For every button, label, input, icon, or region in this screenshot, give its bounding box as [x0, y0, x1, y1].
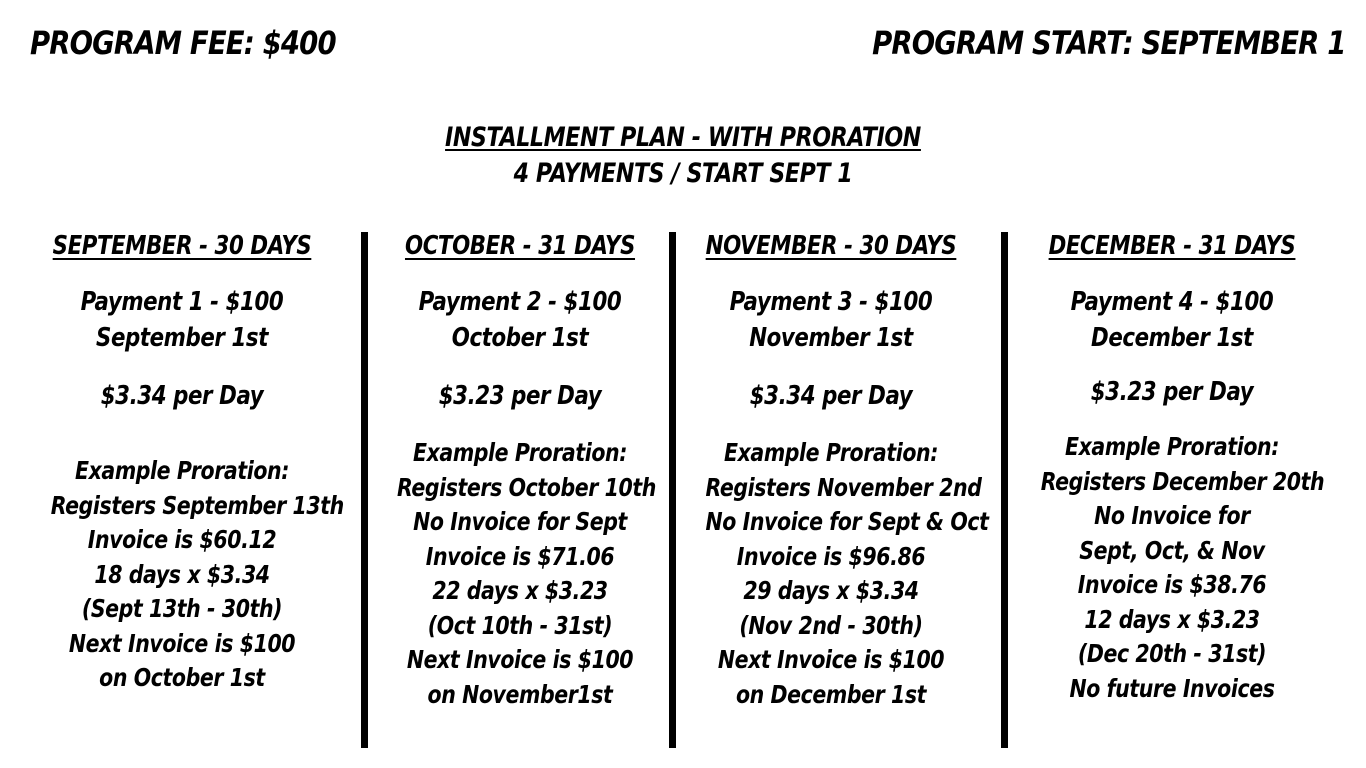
example-line: 12 days x $3.23: [1084, 604, 1260, 634]
month-column-october: [370, 228, 670, 712]
daily-rate: $3.34 per Day: [749, 381, 913, 411]
example-line: Registers November 2nd: [705, 472, 982, 502]
example-label: Example Proration:: [1064, 432, 1280, 461]
example-line: (Oct 10th - 31st): [427, 610, 613, 640]
payment-due-date: December 1st: [1091, 323, 1253, 353]
month-header: NOVEMBER - 30 DAYS: [705, 231, 957, 261]
example-line: Registers December 20th: [1040, 466, 1325, 496]
example-line: No future Invoices: [1069, 673, 1275, 703]
plan-subtitle: 4 PAYMENTS / START SEPT 1: [513, 158, 853, 189]
month-column-december: [1012, 228, 1332, 706]
month-header: SEPTEMBER - 30 DAYS: [52, 231, 312, 261]
daily-rate: $3.23 per Day: [1090, 377, 1254, 407]
column-divider: [361, 232, 368, 748]
example-line: on November1st: [427, 679, 613, 709]
example-line: Invoice is $96.86: [736, 541, 926, 571]
program-start: PROGRAM START: SEPTEMBER 1: [872, 24, 1346, 62]
example-line: Registers September 13th: [50, 490, 344, 520]
payment-due-date: October 1st: [451, 323, 589, 353]
example-label: Example Proration:: [412, 438, 628, 467]
example-line: (Sept 13th - 30th): [81, 594, 283, 623]
payment-amount: Payment 3 - $100: [729, 287, 933, 317]
example-line: Next Invoice is $100: [68, 628, 296, 658]
example-line: No Invoice for: [1094, 501, 1250, 530]
example-line: 18 days x $3.34: [94, 559, 270, 589]
example-line: 22 days x $3.23: [432, 576, 608, 605]
example-line: Invoice is $38.76: [1077, 570, 1267, 599]
example-line: No Invoice for Sept & Oct: [705, 507, 989, 536]
month-header: OCTOBER - 31 DAYS: [404, 231, 636, 261]
example-line: Invoice is $60.12: [87, 525, 277, 554]
example-line: Invoice is $71.06: [425, 541, 615, 571]
example-line: 29 days x $3.34: [743, 576, 919, 605]
example-label: Example Proration:: [723, 438, 939, 467]
example-line: No Invoice for Sept: [413, 507, 627, 536]
example-line: (Nov 2nd - 30th): [739, 610, 923, 640]
example-line: on October 1st: [99, 663, 265, 692]
column-divider: [1001, 232, 1008, 748]
example-line: Next Invoice is $100: [406, 645, 634, 674]
payment-due-date: September 1st: [96, 323, 268, 353]
daily-rate: $3.34 per Day: [100, 381, 264, 411]
example-line: Registers October 10th: [397, 472, 656, 502]
month-column-september: [22, 228, 342, 696]
plan-heading: [0, 120, 1366, 192]
example-line: Sept, Oct, & Nov: [1079, 535, 1265, 565]
payment-amount: Payment 2 - $100: [418, 287, 622, 317]
example-label: Example Proration:: [74, 456, 290, 485]
month-column-november: [678, 228, 989, 712]
example-line: (Dec 20th - 31st): [1077, 639, 1267, 668]
daily-rate: $3.23 per Day: [438, 381, 602, 411]
plan-title: INSTALLMENT PLAN - WITH PRORATION: [445, 122, 921, 153]
example-line: on December 1st: [735, 679, 927, 709]
column-divider: [669, 232, 676, 748]
example-line: Next Invoice is $100: [717, 645, 945, 674]
payment-amount: Payment 1 - $100: [80, 287, 284, 317]
payment-amount: Payment 4 - $100: [1070, 287, 1274, 317]
program-fee: PROGRAM FEE: $400: [30, 24, 336, 62]
month-header: DECEMBER - 31 DAYS: [1048, 231, 1296, 261]
payment-due-date: November 1st: [749, 323, 913, 353]
